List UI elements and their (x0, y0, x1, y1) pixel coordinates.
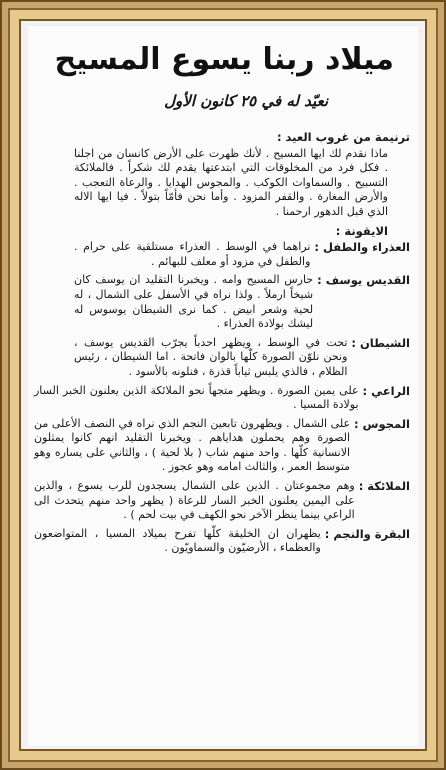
entry-text: نراهما في الوسط . العذراء مستلقية على حرام . والطفل في مزود أو معلف للبهائم . (74, 240, 311, 268)
entry-label: الراعي : (362, 383, 410, 398)
entry-text: حارس المسيح وامه . ويخبرنا التقليد ان يوسف كان شيخاً ارملاً . ولذا نراه في الأسفل على الشمال ، له لحية وشعر ابيض . كما نرى الشيطان يوسوس له ليشك بولادة العذراء . (74, 273, 314, 331)
entry-magi (34, 417, 410, 475)
entry-label: العذراء والطفل : (314, 240, 410, 255)
entry-text: وهم مجموعتان . الذين على الشمال يسجدون للرب يسوع ، والذين على اليمين يعلنون الخبر السار للرعاة ( يظهر واحد منهم يتحدث الى الراعي بينما ينظر الآخر نحو الكهف في بيت لحم ) . (34, 479, 355, 522)
entry-shepherd (34, 384, 410, 413)
entry-text: على يمين الصورة . ويظهر متجهاً نحو الملائكة الذين يعلنون الخبر السار بولادة المسيا . (34, 383, 359, 412)
entry-virgin-and-child (34, 240, 410, 269)
document-title: ميلاد ربنا يسوع المسيح (54, 42, 394, 77)
document-page (28, 26, 418, 746)
entry-label: القديس يوسف : (317, 273, 410, 288)
hymn-heading: ترنيمة من غروب العيد : (276, 130, 410, 144)
document-subtitle: نعيّد له في ٢٥ كانون الأول (164, 92, 328, 110)
entry-text: على الشمال . ويظهرون تابعين النجم الذي نراه في النصف الأعلى من الصورة وهم يحملون هداياهم . ويخبرنا التقليد انهم كانوا يمثلون الانسانية كلّها . واحد منهم شاب ( بلا لحية ) ، والثاني على يساره وهو متوسط العمر ، والثالث امامه وهو عجوز . (34, 416, 351, 474)
entry-ox-and-star (34, 527, 410, 556)
icon-section-heading: الايقونة : (335, 223, 388, 238)
entry-label: الملائكة : (358, 479, 410, 494)
entry-angels (34, 479, 410, 523)
entry-devil (34, 336, 410, 380)
entry-text: يظهران ان الخليقة كلّها تفرح بميلاد المسيا ، المتواضعون والعظماء ، الأرضيّون والسماويّون . (34, 526, 321, 555)
document-body (34, 130, 410, 560)
hymn-text: ماذا نقدم لك ايها المسيح . لأنك ظهرت على الأرض كانسان من اجلنا . فكل فرد من المخلوقات التي ابتدعتها يقدم لك شكراً . فالملائكة التسبيح . والسماوات الكوكب . والمجوس الهدايا . والرعاة التعجب . والأرض المغارة . والقفر المزود . وأما نحن فأمّاً بتولاً . فيا ايها الاله الذي قبل الدهور ارحمنا . (74, 146, 388, 218)
entry-label: البقرة والنجم : (324, 526, 410, 541)
entry-text: تحت في الوسط ، ويظهر احدباً يجرّب القديس يوسف ، ونحن نلوّن الصورة كلّها بالوان فاتحة . اما الشيطان ، رئيس الظلام ، فالذي يلبس ثياباً قذرة ، فنلونه بالأسود . (74, 335, 348, 378)
entry-label: الشيطان : (351, 335, 410, 350)
entry-label: المجوس : (354, 416, 410, 431)
entry-saint-joseph (34, 273, 410, 331)
